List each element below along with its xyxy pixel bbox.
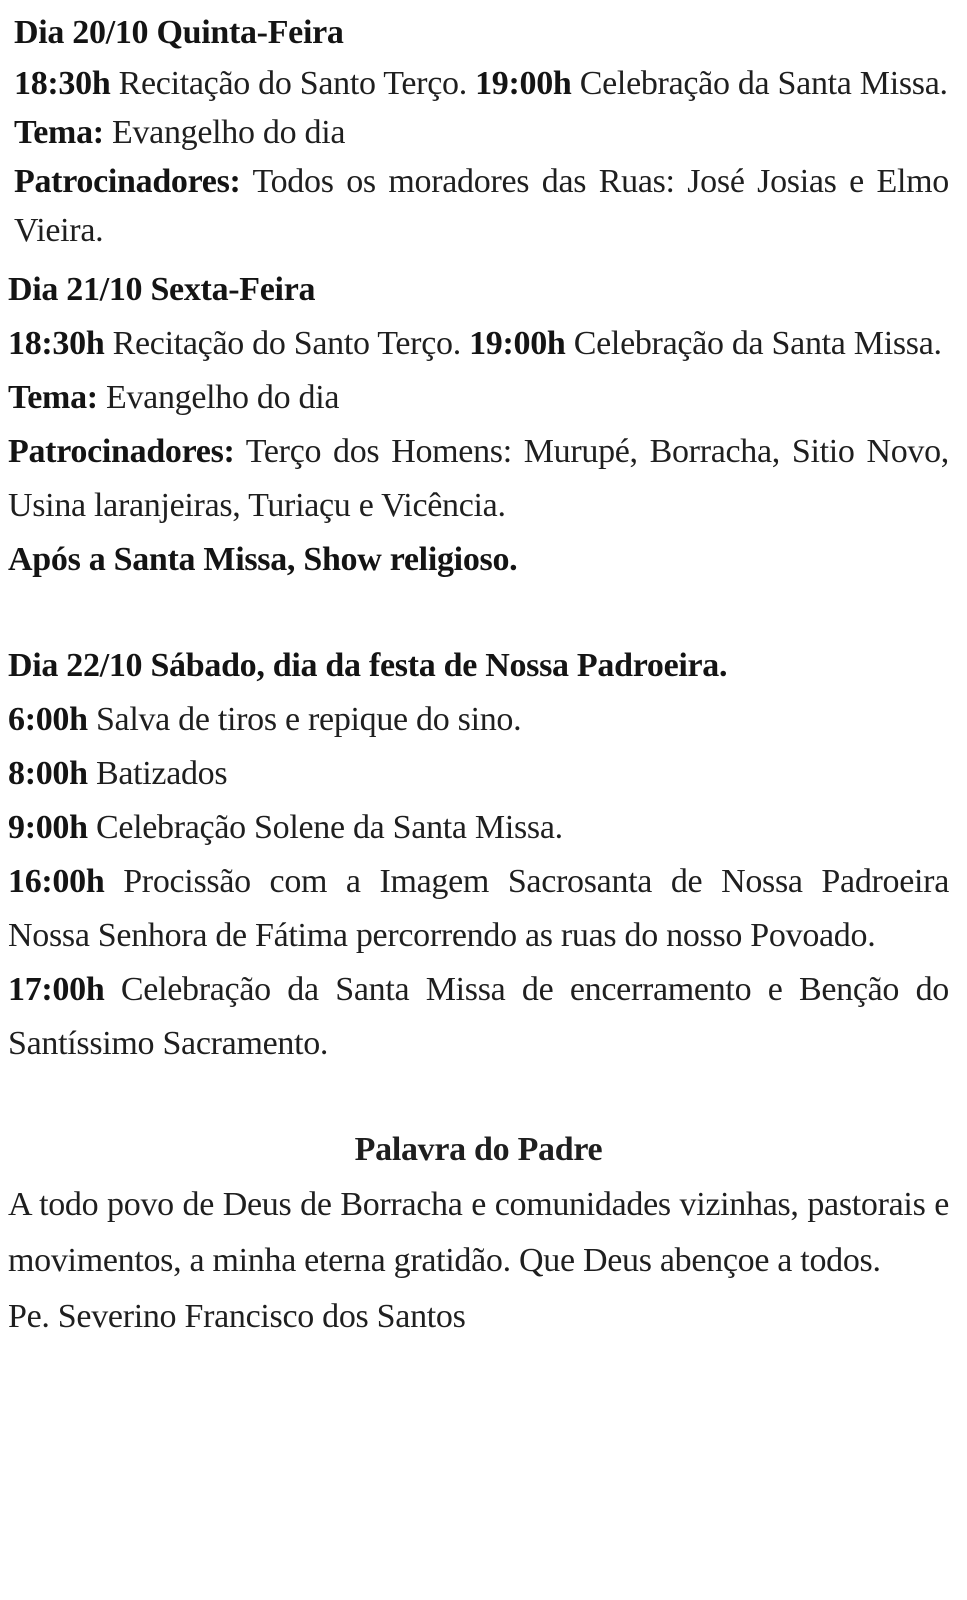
- event-line: [8, 747, 949, 801]
- event-line: [8, 801, 949, 855]
- sponsors-label: Patrocinadores:: [14, 163, 241, 200]
- event-line: [8, 693, 949, 747]
- priest-message: A todo povo de Deus de Borracha e comunidades vizinhas, pastorais e movimentos, a minha eterna gratidão. Que Deus abençoe a todos.: [8, 1186, 949, 1279]
- time-label: 16:00h: [8, 863, 105, 900]
- priest-signature: Pe. Severino Francisco dos Santos: [8, 1298, 466, 1335]
- time-label: 9:00h: [8, 809, 88, 846]
- sponsors-value: Terço dos Homens: Murupé, Borracha, Sitio Novo, Usina laranjeiras, Turiaçu e Vicência.: [8, 433, 949, 524]
- tema-line: [14, 108, 949, 157]
- event-text: Procissão com a Imagem Sacrosanta de Nossa Padroeira Nossa Senhora de Fátima percorrendo as ruas do nosso Povoado.: [8, 863, 949, 954]
- event-text: Celebração da Santa Missa de encerramento e Benção do Santíssimo Sacramento.: [8, 971, 950, 1062]
- time-label: 8:00h: [8, 755, 88, 792]
- event-text: Recitação do Santo Terço.: [112, 325, 461, 362]
- time-label: 18:30h: [8, 325, 105, 362]
- event-text: Celebração Solene da Santa Missa.: [95, 809, 563, 846]
- event-text: Celebração da Santa Missa.: [579, 65, 948, 102]
- tema-line: [8, 371, 949, 425]
- tema-label: Tema:: [14, 114, 104, 151]
- tema-value: Evangelho do dia: [112, 114, 346, 151]
- time-label: 19:00h: [469, 325, 566, 362]
- day-section-20-10: [8, 8, 949, 255]
- priest-message-section: [8, 1123, 949, 1345]
- schedule-paragraph: [14, 59, 949, 108]
- event-text: Recitação do Santo Terço.: [118, 65, 467, 102]
- section-title: Palavra do Padre: [354, 1131, 603, 1168]
- event-text: Batizados: [95, 755, 228, 792]
- time-label: 18:30h: [14, 65, 111, 102]
- schedule-paragraph: [8, 317, 949, 371]
- time-label: 17:00h: [8, 971, 105, 1008]
- day-header: Dia 22/10 Sábado, dia da festa de Nossa Padroeira.: [8, 647, 728, 684]
- event-text: Celebração da Santa Missa.: [573, 325, 942, 362]
- event-line: [8, 963, 949, 1071]
- sponsors-value: Todos os moradores das Ruas: José Josias e Elmo Vieira.: [14, 163, 949, 249]
- event-text: Salva de tiros e repique do sino.: [95, 701, 522, 738]
- time-label: 6:00h: [8, 701, 88, 738]
- day-section-22-10: [8, 639, 949, 1071]
- sponsors-label: Patrocinadores:: [8, 433, 235, 470]
- tema-value: Evangelho do dia: [106, 379, 340, 416]
- sponsors-line: [8, 425, 949, 533]
- day-header: Dia 20/10 Quinta-Feira: [14, 14, 344, 51]
- day-section-21-10: [8, 263, 949, 587]
- after-mass-note: Após a Santa Missa, Show religioso.: [8, 541, 518, 578]
- sponsors-line: [14, 157, 949, 255]
- tema-label: Tema:: [8, 379, 98, 416]
- event-line: [8, 855, 949, 963]
- time-label: 19:00h: [475, 65, 572, 102]
- day-header: Dia 21/10 Sexta-Feira: [8, 271, 316, 308]
